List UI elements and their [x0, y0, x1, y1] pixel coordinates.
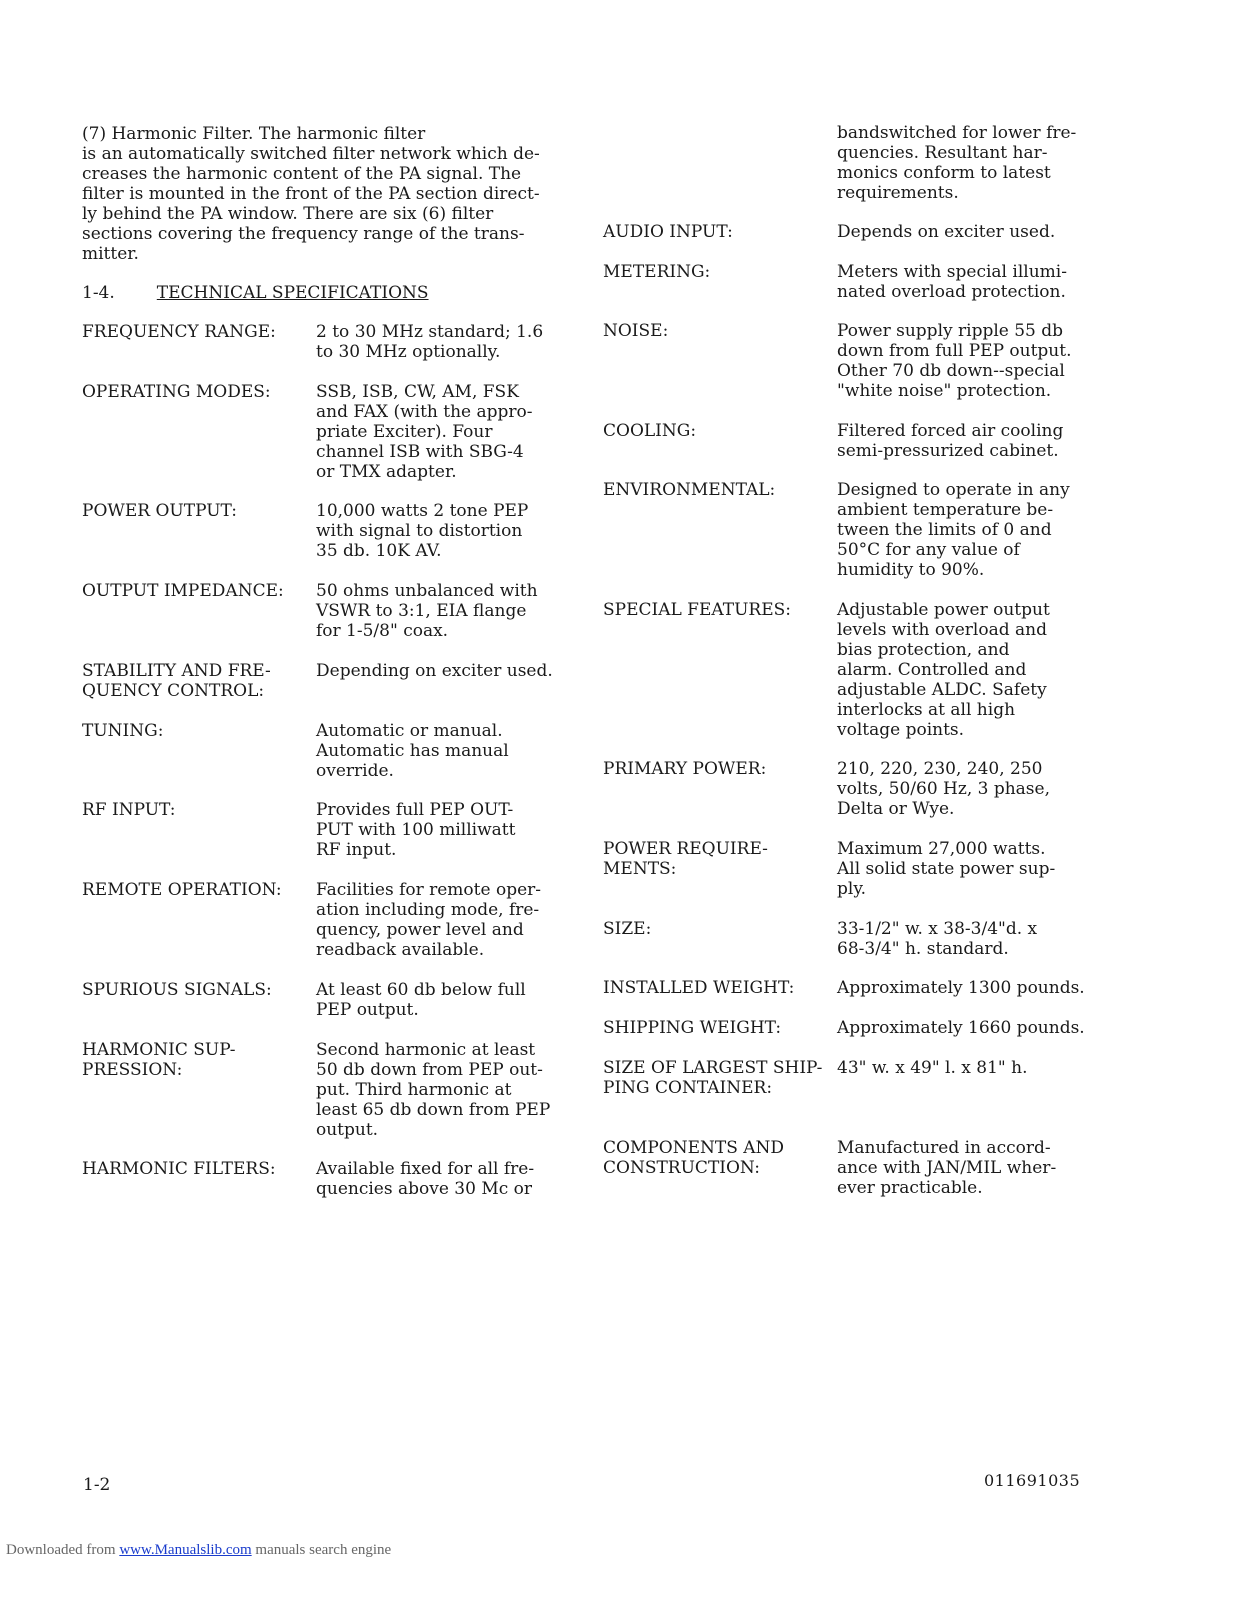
spec-label: STABILITY AND FRE- QUENCY CONTROL: [82, 661, 271, 701]
download-banner [6, 1542, 391, 1559]
spec-label: AUDIO INPUT: [603, 222, 733, 242]
spec-value: Meters with special illumi- nated overload protection. [837, 262, 1067, 302]
spec-value-continuation: bandswitched for lower fre- quencies. Resultant har- monics conform to latest requirements. [837, 123, 1077, 203]
spec-label: TUNING: [82, 721, 164, 741]
spec-value: Second harmonic at least 50 db down from PEP out- put. Third harmonic at least 65 db down from PEP output. [316, 1040, 551, 1140]
spec-label: SIZE: [603, 919, 652, 939]
spec-value: 10,000 watts 2 tone PEP with signal to distortion 35 db. 10K AV. [316, 501, 529, 561]
spec-value: 33-1/2" w. x 38-3/4"d. x 68-3/4" h. standard. [837, 919, 1038, 959]
spec-value: Maximum 27,000 watts. All solid state power sup- ply. [837, 839, 1056, 899]
spec-label: INSTALLED WEIGHT: [603, 978, 795, 998]
spec-value: Depends on exciter used. [837, 222, 1056, 242]
download-prefix: Downloaded from [6, 1542, 120, 1558]
spec-label: RF INPUT: [82, 800, 176, 820]
spec-label: COOLING: [603, 421, 697, 441]
spec-label: HARMONIC FILTERS: [82, 1159, 276, 1179]
spec-value: Manufactured in accord- ance with JAN/MIL wher- ever practicable. [837, 1138, 1057, 1198]
spec-value: 43" w. x 49" l. x 81" h. [837, 1058, 1028, 1078]
spec-label: POWER OUTPUT: [82, 501, 237, 521]
spec-value: Approximately 1300 pounds. [837, 978, 1085, 998]
section-heading [82, 283, 429, 303]
spec-value: Power supply ripple 55 db down from full PEP output. Other 70 db down--special "white noise" protection. [837, 321, 1072, 401]
spec-value: 50 ohms unbalanced with VSWR to 3:1, EIA flange for 1-5/8" coax. [316, 581, 538, 641]
spec-value: Depending on exciter used. [316, 661, 553, 681]
spec-value: Automatic or manual. Automatic has manual override. [316, 721, 509, 781]
spec-value: At least 60 db below full PEP output. [316, 980, 526, 1020]
spec-value: Adjustable power output levels with overload and bias protection, and alarm. Controlled and adjustable ALDC. Safety interlocks at all high voltage points. [837, 600, 1050, 740]
spec-label: COMPONENTS AND CONSTRUCTION: [603, 1138, 785, 1178]
spec-value: Available fixed for all fre- quencies above 30 Mc or [316, 1159, 535, 1199]
spec-label: POWER REQUIRE- MENTS: [603, 839, 768, 879]
spec-label: ENVIRONMENTAL: [603, 480, 776, 500]
manualslib-link[interactable]: www.Manualslib.com [119, 1542, 252, 1558]
spec-value: SSB, ISB, CW, AM, FSK and FAX (with the appro- priate Exciter). Four channel ISB with SBG-4 or TMX adapter. [316, 382, 533, 482]
spec-label: NOISE: [603, 321, 669, 341]
spec-label: SIZE OF LARGEST SHIP- PING CONTAINER: [603, 1058, 823, 1098]
spec-value: Facilities for remote oper- ation including mode, fre- quency, power level and readback available. [316, 880, 542, 960]
document-number: 011691035 [984, 1471, 1081, 1490]
spec-label: PRIMARY POWER: [603, 759, 767, 779]
spec-value: Approximately 1660 pounds. [837, 1018, 1085, 1038]
section-title: TECHNICAL SPECIFICATIONS [156, 283, 429, 303]
spec-value: 210, 220, 230, 240, 250 volts, 50/60 Hz, 3 phase, Delta or Wye. [837, 759, 1050, 819]
spec-value: 2 to 30 MHz standard; 1.6 to 30 MHz optionally. [316, 322, 544, 362]
spec-label: SPECIAL FEATURES: [603, 600, 791, 620]
spec-label: OPERATING MODES: [82, 382, 271, 402]
spec-label: SHIPPING WEIGHT: [603, 1018, 782, 1038]
spec-value: Designed to operate in any ambient temperature be- tween the limits of 0 and 50°C for any value of humidity to 90%. [837, 480, 1070, 580]
page-number: 1-2 [83, 1475, 111, 1495]
spec-label: FREQUENCY RANGE: [82, 322, 276, 342]
intro-paragraph: (7) Harmonic Filter. The harmonic filter is an automatically switched filter network which de- creases the harmonic content of the PA signal. The filter is mounted in the front of the PA section direct- ly behind the PA window. There are six (6) filter sections covering the frequency range of the trans- mitter. [82, 124, 540, 264]
spec-value: Provides full PEP OUT- PUT with 100 milliwatt RF input. [316, 800, 516, 860]
spec-label: SPURIOUS SIGNALS: [82, 980, 272, 1000]
spec-label: HARMONIC SUP- PRESSION: [82, 1040, 236, 1080]
section-number: 1-4. [82, 283, 115, 303]
download-suffix: manuals search engine [251, 1542, 392, 1558]
spec-label: REMOTE OPERATION: [82, 880, 282, 900]
spec-value: Filtered forced air cooling semi-pressurized cabinet. [837, 421, 1064, 461]
spec-label: METERING: [603, 262, 711, 282]
spec-label: OUTPUT IMPEDANCE: [82, 581, 284, 601]
